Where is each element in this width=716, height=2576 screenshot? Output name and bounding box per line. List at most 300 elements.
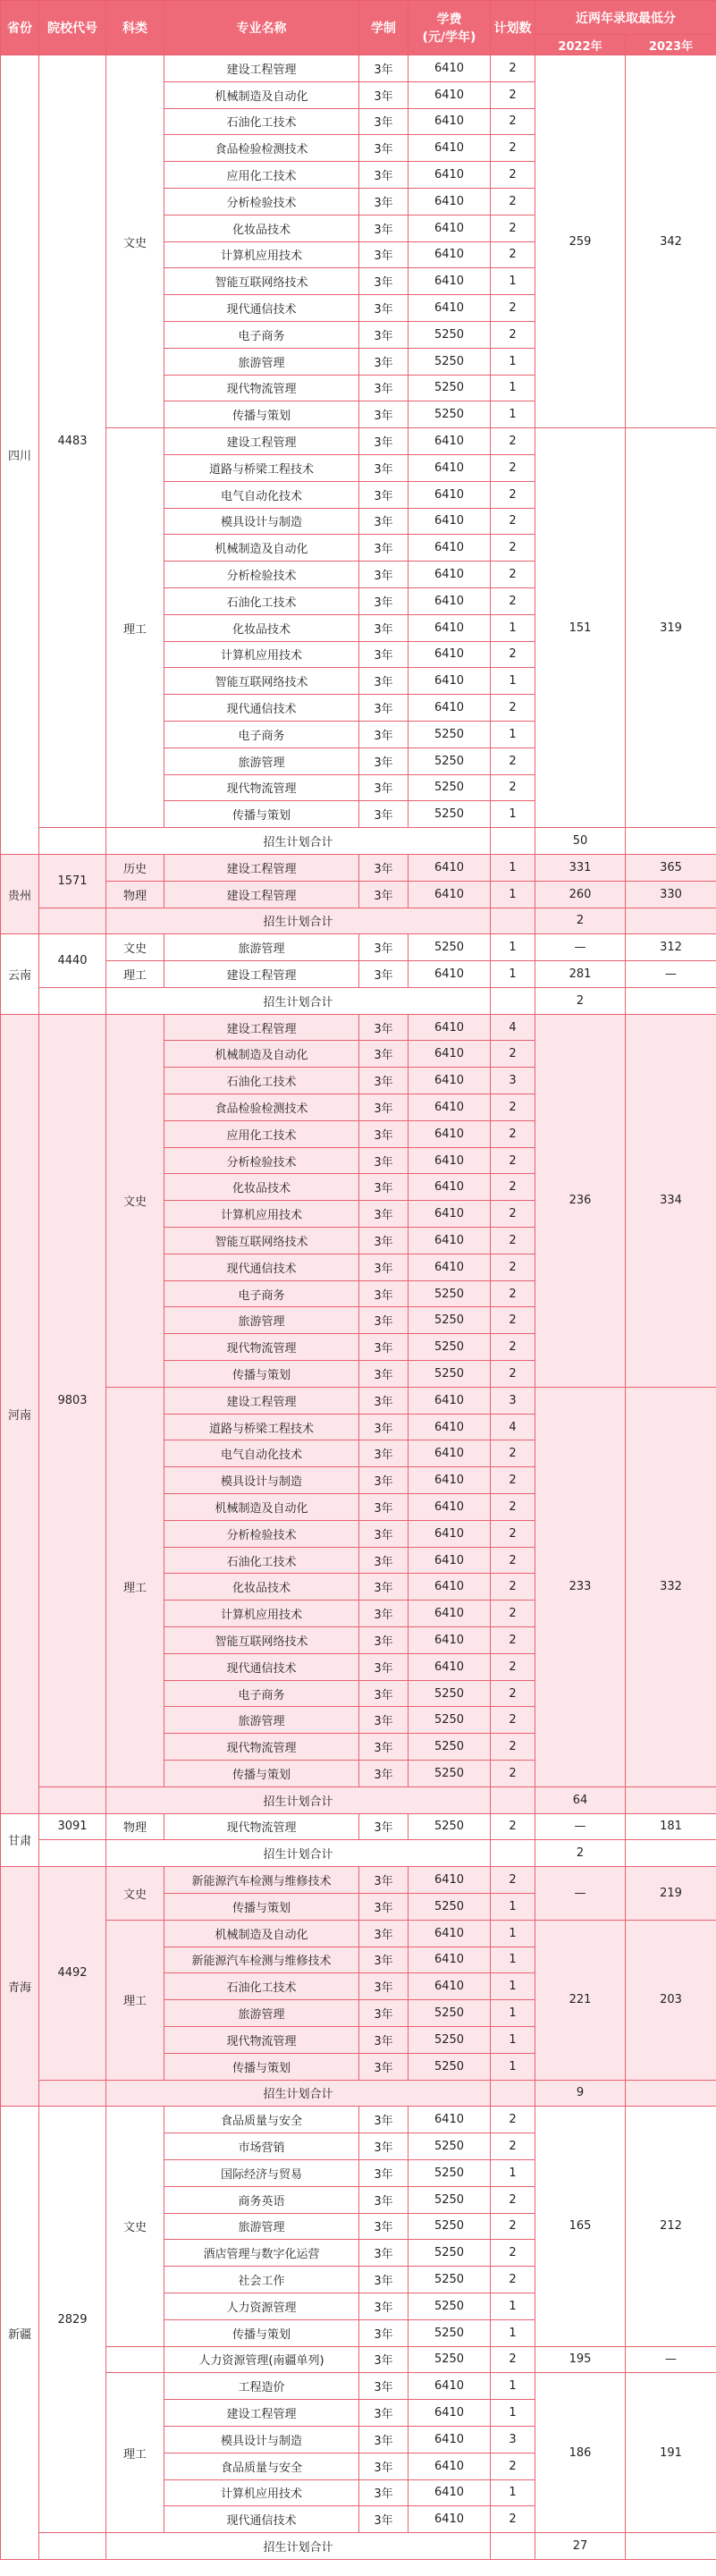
fee-cell: 6410 [409,1947,491,1973]
table-row [1,1387,716,1414]
plan-cell: 2 [491,2506,535,2533]
duration-cell: 3年 [359,641,409,668]
score-2023-cell: 330 [626,881,716,908]
header-duration: 学制 [359,1,409,55]
header-fee [409,1,491,55]
plan-cell: 1 [491,2373,535,2400]
plan-cell: 1 [491,668,535,695]
category-cell: 历史 [106,854,164,881]
plan-cell: 2 [491,1334,535,1361]
total-spacer-cell [39,908,106,934]
fee-cell: 5250 [409,348,491,375]
duration-cell: 3年 [359,108,409,135]
duration-cell: 3年 [359,2479,409,2506]
duration-cell: 3年 [359,1307,409,1334]
major-name-cell: 人力资源管理(南疆单列) [164,2346,359,2373]
fee-cell: 6410 [409,135,491,162]
fee-cell: 6410 [409,668,491,695]
major-name-cell: 道路与桥梁工程技术 [164,454,359,481]
plan-cell: 2 [491,454,535,481]
duration-cell: 3年 [359,2026,409,2053]
plan-cell: 2 [491,108,535,135]
plan-cell: 2 [491,1680,535,1707]
total-spacer-cell [39,2533,106,2560]
score-2023-cell: 203 [626,1920,716,2080]
plan-cell: 2 [491,1361,535,1388]
fee-cell: 6410 [409,188,491,215]
fee-cell: 6410 [409,1574,491,1600]
duration-cell: 3年 [359,1707,409,1734]
duration-cell: 3年 [359,1494,409,1521]
duration-cell: 3年 [359,481,409,508]
score-2022-cell: 259 [535,55,626,428]
major-name-cell: 模具设计与制造 [164,2426,359,2453]
fee-cell: 6410 [409,535,491,562]
duration-cell: 3年 [359,1680,409,1707]
major-name-cell: 机械制造及自动化 [164,1920,359,1947]
plan-cell: 1 [491,1947,535,1973]
major-name-cell: 现代物流管理 [164,1813,359,1840]
plan-cell: 2 [491,1707,535,1734]
major-name-cell: 现代通信技术 [164,1254,359,1280]
header-category: 科类 [106,1,164,55]
plan-cell: 2 [491,1627,535,1654]
plan-cell: 2 [491,1867,535,1894]
major-name-cell: 分析检验技术 [164,1520,359,1547]
major-name-cell: 现代物流管理 [164,1734,359,1761]
total-score-spacer-cell [626,987,716,1014]
total-spacer-cell [39,987,106,1014]
plan-cell: 4 [491,1414,535,1440]
score-2022-cell: — [535,934,626,961]
duration-cell: 3年 [359,695,409,722]
category-cell: 物理 [106,1813,164,1840]
plan-cell: 1 [491,801,535,828]
score-2023-cell: — [626,961,716,988]
fee-cell: 5250 [409,2213,491,2240]
fee-cell: 5250 [409,1334,491,1361]
duration-cell: 3年 [359,2267,409,2293]
duration-cell: 3年 [359,1120,409,1147]
major-name-cell: 食品质量与安全 [164,2453,359,2479]
duration-cell: 3年 [359,721,409,747]
major-name-cell: 石油化工技术 [164,587,359,614]
header-major: 专业名称 [164,1,359,55]
fee-cell: 6410 [409,2479,491,2506]
plan-cell: 1 [491,2026,535,2053]
province-cell: 新疆 [1,2107,39,2560]
category-cell: 文史 [106,1867,164,1921]
total-plan-cell: 64 [535,1786,626,1813]
total-label-cell: 招生计划合计 [106,987,491,1014]
score-2023-cell: 334 [626,1014,716,1387]
fee-cell: 5250 [409,2133,491,2160]
major-name-cell: 旅游管理 [164,2000,359,2027]
major-name-cell: 建设工程管理 [164,881,359,908]
category-cell: 文史 [106,55,164,428]
score-2022-cell: 186 [535,2373,626,2533]
duration-cell: 3年 [359,508,409,535]
major-name-cell: 旅游管理 [164,1707,359,1734]
major-name-cell: 现代通信技术 [164,295,359,322]
table-row [1,881,716,908]
total-label-cell: 招生计划合计 [106,1786,491,1813]
duration-cell: 3年 [359,934,409,961]
fee-cell: 6410 [409,1120,491,1147]
fee-cell: 6410 [409,641,491,668]
fee-cell: 6410 [409,1094,491,1121]
province-cell: 四川 [1,55,39,855]
fee-cell: 6410 [409,1201,491,1228]
duration-cell: 3年 [359,1280,409,1307]
duration-cell: 3年 [359,2133,409,2160]
plan-cell: 2 [491,2453,535,2479]
category-cell: 物理 [106,881,164,908]
major-name-cell: 现代通信技术 [164,2506,359,2533]
total-fee-spacer-cell [491,2533,535,2560]
fee-cell: 6410 [409,1254,491,1280]
duration-cell: 3年 [359,1627,409,1654]
fee-cell: 6410 [409,2400,491,2427]
fee-cell: 6410 [409,695,491,722]
total-spacer-cell [39,1786,106,1813]
score-2022-cell: 236 [535,1014,626,1387]
total-fee-spacer-cell [491,828,535,855]
fee-cell: 6410 [409,295,491,322]
plan-cell: 3 [491,1068,535,1094]
category-cell: 文史 [106,934,164,961]
table-row [1,428,716,455]
plan-cell: 2 [491,2107,535,2133]
fee-cell: 5250 [409,2159,491,2186]
duration-cell: 3年 [359,321,409,348]
plan-cell: 3 [491,1387,535,1414]
duration-cell: 3年 [359,1147,409,1174]
duration-cell: 3年 [359,1014,409,1041]
duration-cell: 3年 [359,1574,409,1600]
plan-cell: 1 [491,2293,535,2319]
fee-cell: 6410 [409,2453,491,2479]
fee-cell: 5250 [409,1307,491,1334]
major-name-cell: 食品检验检测技术 [164,1094,359,1121]
fee-cell: 6410 [409,2506,491,2533]
duration-cell: 3年 [359,801,409,828]
total-label-cell: 招生计划合计 [106,908,491,934]
duration-cell: 3年 [359,587,409,614]
fee-cell: 5250 [409,2186,491,2213]
major-name-cell: 建设工程管理 [164,2400,359,2427]
duration-cell: 3年 [359,668,409,695]
duration-cell: 3年 [359,1520,409,1547]
major-name-cell: 传播与策划 [164,401,359,428]
major-name-cell: 新能源汽车检测与维修技术 [164,1867,359,1894]
major-name-cell: 机械制造及自动化 [164,1494,359,1521]
fee-cell: 6410 [409,587,491,614]
plan-cell: 2 [491,1174,535,1201]
major-name-cell: 电子商务 [164,321,359,348]
fee-cell: 6410 [409,508,491,535]
major-name-cell: 现代物流管理 [164,375,359,401]
fee-cell: 6410 [409,1520,491,1547]
total-fee-spacer-cell [491,2080,535,2107]
fee-cell: 5250 [409,2293,491,2319]
plan-cell: 2 [491,1094,535,1121]
plan-cell: 2 [491,2346,535,2373]
total-row [1,987,716,1014]
duration-cell: 3年 [359,241,409,268]
major-name-cell: 旅游管理 [164,1307,359,1334]
duration-cell: 3年 [359,81,409,108]
fee-cell: 6410 [409,1867,491,1894]
duration-cell: 3年 [359,2000,409,2027]
score-2023-cell: — [626,2346,716,2373]
major-name-cell: 机械制造及自动化 [164,535,359,562]
plan-cell: 2 [491,1228,535,1254]
major-name-cell: 计算机应用技术 [164,241,359,268]
plan-cell: 1 [491,401,535,428]
major-name-cell: 现代物流管理 [164,1334,359,1361]
duration-cell: 3年 [359,375,409,401]
duration-cell: 3年 [359,1920,409,1947]
fee-cell: 6410 [409,1467,491,1494]
fee-cell: 5250 [409,2319,491,2346]
plan-cell: 2 [491,1467,535,1494]
header-fee-line2: (元/学年) [422,30,476,45]
plan-cell: 2 [491,774,535,801]
fee-cell: 5250 [409,774,491,801]
fee-cell: 6410 [409,854,491,881]
score-2023-cell: 319 [626,428,716,828]
duration-cell: 3年 [359,614,409,641]
total-plan-cell: 2 [535,908,626,934]
duration-cell: 3年 [359,2186,409,2213]
score-2022-cell: 331 [535,854,626,881]
fee-cell: 6410 [409,55,491,82]
total-label-cell: 招生计划合计 [106,2080,491,2107]
plan-cell: 2 [491,1041,535,1068]
plan-cell: 2 [491,428,535,455]
fee-cell: 6410 [409,2373,491,2400]
plan-cell: 2 [491,1201,535,1228]
major-name-cell: 道路与桥梁工程技术 [164,1414,359,1440]
duration-cell: 3年 [359,1761,409,1787]
duration-cell: 3年 [359,1387,409,1414]
table-row [1,55,716,82]
plan-cell: 2 [491,55,535,82]
table-body [1,55,716,2560]
duration-cell: 3年 [359,1813,409,1840]
category-cell: 理工 [106,1920,164,2080]
duration-cell: 3年 [359,215,409,241]
major-name-cell: 旅游管理 [164,348,359,375]
major-name-cell: 现代物流管理 [164,774,359,801]
duration-cell: 3年 [359,1228,409,1254]
total-label-cell: 招生计划合计 [106,828,491,855]
total-label-cell: 招生计划合计 [106,1840,491,1867]
plan-cell: 2 [491,2267,535,2293]
major-name-cell: 建设工程管理 [164,854,359,881]
duration-cell: 3年 [359,401,409,428]
plan-cell: 1 [491,348,535,375]
duration-cell: 3年 [359,2319,409,2346]
fee-cell: 5250 [409,1813,491,1840]
duration-cell: 3年 [359,2107,409,2133]
major-name-cell: 工程造价 [164,2373,359,2400]
fee-cell: 5250 [409,1734,491,1761]
major-name-cell: 电气自动化技术 [164,481,359,508]
major-name-cell: 食品检验检测技术 [164,135,359,162]
score-2022-cell: 233 [535,1387,626,1786]
duration-cell: 3年 [359,2453,409,2479]
duration-cell: 3年 [359,1094,409,1121]
plan-cell: 2 [491,1734,535,1761]
fee-cell: 6410 [409,1387,491,1414]
plan-cell: 2 [491,535,535,562]
fee-cell: 6410 [409,428,491,455]
category-cell: 理工 [106,428,164,828]
score-2023-cell: 312 [626,934,716,961]
category-cell: 理工 [106,2373,164,2533]
duration-cell: 3年 [359,535,409,562]
duration-cell: 3年 [359,1414,409,1440]
school-code-cell: 2829 [39,2107,106,2533]
province-cell: 云南 [1,934,39,1014]
school-code-cell: 1571 [39,854,106,908]
major-name-cell: 化妆品技术 [164,1174,359,1201]
major-name-cell: 传播与策划 [164,1361,359,1388]
duration-cell: 3年 [359,1734,409,1761]
table-header [1,1,716,55]
major-name-cell: 智能互联网络技术 [164,1228,359,1254]
plan-cell: 2 [491,1147,535,1174]
fee-cell: 6410 [409,2107,491,2133]
duration-cell: 3年 [359,747,409,774]
fee-cell: 6410 [409,454,491,481]
total-label-cell: 招生计划合计 [106,2533,491,2560]
plan-cell: 4 [491,1014,535,1041]
plan-cell: 2 [491,1520,535,1547]
table-row [1,2373,716,2400]
fee-cell: 6410 [409,1440,491,1467]
major-name-cell: 计算机应用技术 [164,641,359,668]
table-row [1,854,716,881]
major-name-cell: 现代通信技术 [164,695,359,722]
total-row [1,2533,716,2560]
duration-cell: 3年 [359,2293,409,2319]
major-name-cell: 智能互联网络技术 [164,1627,359,1654]
plan-cell: 2 [491,747,535,774]
plan-cell: 2 [491,1280,535,1307]
major-name-cell: 计算机应用技术 [164,1600,359,1627]
duration-cell: 3年 [359,2400,409,2427]
fee-cell: 6410 [409,1014,491,1041]
plan-cell: 2 [491,2213,535,2240]
plan-cell: 2 [491,1440,535,1467]
total-score-spacer-cell [626,828,716,855]
total-plan-cell: 2 [535,1840,626,1867]
major-name-cell: 社会工作 [164,2267,359,2293]
fee-cell: 5250 [409,2000,491,2027]
plan-cell: 1 [491,2053,535,2080]
score-2022-cell: — [535,1813,626,1840]
major-name-cell: 分析检验技术 [164,188,359,215]
major-name-cell: 化妆品技术 [164,614,359,641]
fee-cell: 6410 [409,1041,491,1068]
duration-cell: 3年 [359,1041,409,1068]
plan-cell: 2 [491,1813,535,1840]
duration-cell: 3年 [359,1973,409,2000]
table-row [1,934,716,961]
major-name-cell: 石油化工技术 [164,108,359,135]
major-name-cell: 市场营销 [164,2133,359,2160]
fee-cell: 5250 [409,747,491,774]
major-name-cell: 智能互联网络技术 [164,668,359,695]
plan-cell: 2 [491,1494,535,1521]
total-spacer-cell [39,1840,106,1867]
duration-cell: 3年 [359,454,409,481]
duration-cell: 3年 [359,1547,409,1574]
total-row [1,2080,716,2107]
plan-cell: 1 [491,2319,535,2346]
plan-cell: 2 [491,162,535,189]
major-name-cell: 分析检验技术 [164,1147,359,1174]
total-spacer-cell [39,828,106,855]
table-row [1,1014,716,1041]
duration-cell: 3年 [359,562,409,588]
duration-cell: 3年 [359,1440,409,1467]
duration-cell: 3年 [359,1174,409,1201]
major-name-cell: 石油化工技术 [164,1547,359,1574]
major-name-cell: 电子商务 [164,1280,359,1307]
plan-cell: 2 [491,481,535,508]
plan-cell: 2 [491,587,535,614]
major-name-cell: 计算机应用技术 [164,2479,359,2506]
total-row [1,1840,716,1867]
fee-cell: 6410 [409,1973,491,2000]
score-2023-cell: 365 [626,854,716,881]
total-plan-cell: 50 [535,828,626,855]
table-row [1,961,716,988]
province-cell: 贵州 [1,854,39,933]
duration-cell: 3年 [359,1867,409,1894]
score-2022-cell: — [535,1867,626,1921]
duration-cell: 3年 [359,854,409,881]
total-score-spacer-cell [626,1786,716,1813]
major-name-cell: 应用化工技术 [164,162,359,189]
major-name-cell: 传播与策划 [164,2319,359,2346]
plan-cell: 2 [491,295,535,322]
major-name-cell: 食品质量与安全 [164,2107,359,2133]
duration-cell: 3年 [359,2213,409,2240]
plan-cell: 1 [491,375,535,401]
total-spacer-cell [39,2080,106,2107]
fee-cell: 6410 [409,881,491,908]
major-name-cell: 化妆品技术 [164,215,359,241]
fee-cell: 6410 [409,268,491,295]
fee-cell: 6410 [409,614,491,641]
fee-cell: 6410 [409,1600,491,1627]
plan-cell: 2 [491,135,535,162]
major-name-cell: 建设工程管理 [164,55,359,82]
table-row [1,1813,716,1840]
duration-cell: 3年 [359,2240,409,2267]
category-cell: 文史 [106,2107,164,2346]
plan-cell: 2 [491,188,535,215]
fee-cell: 6410 [409,1547,491,1574]
fee-cell: 5250 [409,721,491,747]
total-fee-spacer-cell [491,1786,535,1813]
fee-cell: 5250 [409,2267,491,2293]
